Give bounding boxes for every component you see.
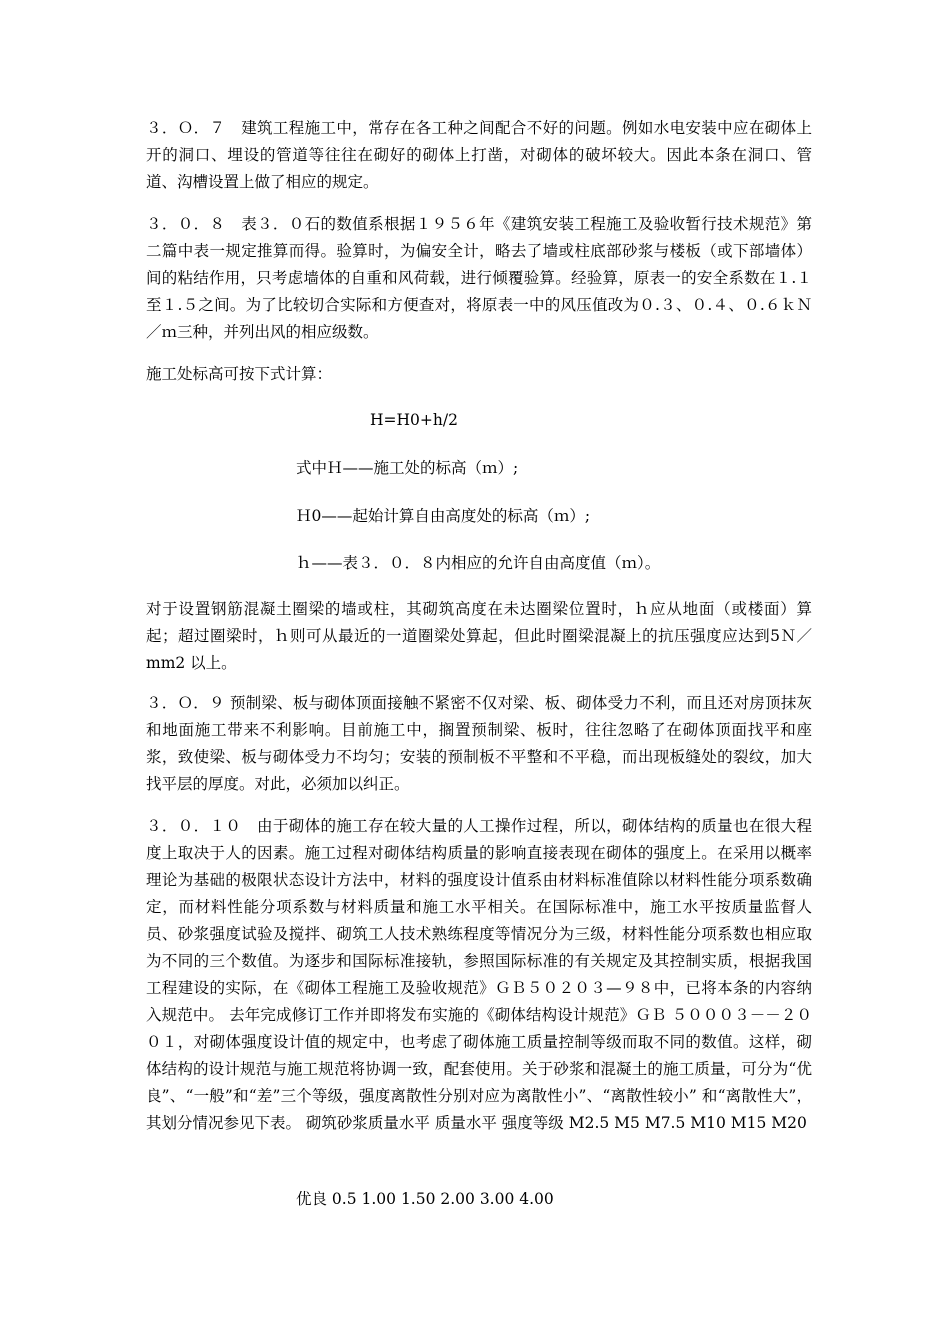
paragraph-3-0-7: ３．Ｏ．７ 建筑工程施工中，常存在各工种之间配合不好的问题。例如水电安装中应在砌体上开的洞口、埋设的管道等往往在砌好的砌体上打凿，对砌体的破坏较大。因此本条在洞口、管道、沟槽设置上做了相应的规定。 [146,119,812,191]
paragraph-3-0-10: ３．０．１０ 由于砌体的施工存在较大量的人工操作过程，所以，砌体结构的质量也在很大程度上取决于人的因素。施工过程对砌体结构质量的影响直接表现在砌体的强度上。在采用以概率理论为基础的极限状态设计方法中，材料的强度设计值系由材料标准值除以材料性能分项系数确定，而材料性能分项系数与材料质量和施工水平相关。在国际标准中，施工水平按质量监督人员、砂浆强度试验及搅拌、砌筑工人技术熟练程度等情况分为三级，材料性能分项系数也相应取为不同的三个数值。为逐步和国际标准接轨，参照国际标准的有关规定及其控制实质，根据我国工程建设的实际，在《砌体工程施工及验收规范》ＧＢ５０２０３—９８中，已将本条的内容纳入规范中。 去年完成修订工作并即将发布实施的《砌体结构设计规范》ＧＢ ５０００３－－２００１，对砌体强度设计值的规定中，也考虑了砌体施工质量控制等级而取不同的数值。这样，砌体结构的设计规范与施工规范将协调一致，配套使用。关于砂浆和混凝土的施工质量，可分为“优良”、“一般”和“差”三个等级，强度离散性分别对应为离散性小”、“离散性较小” 和“离散性大”，其划分情况参见下表。 砌筑砂浆质量水平 质量水平 强度等级 M2.5 M5 M7.5 M10 M15 M20 [146,817,812,1132]
paragraph-3-0-9: ３．Ｏ．９ 预制梁、板与砌体顶面接触不紧密不仅对梁、板、砌体受力不利，而且还对房顶抹灰和地面施工带来不利影响。目前施工中，搁置预制梁、板时，往往忽略了在砌体顶面找平和座浆，致使梁、板与砌体受力不均匀；安装的预制板不平整和不平稳，而出现板缝处的裂纹，加大找平层的厚度。对此，必须加以纠正。 [146,694,812,793]
formula-definition-h0: Ｈ0——起始计算自由高度处的标高（ｍ）; [296,507,591,525]
table-row-excellent: 优良 0.5 1.00 1.50 2.00 3.00 4.00 [296,1190,554,1208]
paragraph-ring-beam: 对于设置钢筋混凝土圈梁的墙或柱，其砌筑高度在未达圈梁位置时，ｈ应从地面（或楼面）算起；超过圈梁时，ｈ则可从最近的一道圈梁处算起，但此时圈梁混凝上的抗压强度应达到5Ｎ／mm2 以上。 [146,600,812,672]
calculation-intro: 施工处标高可按下式计算： [146,365,333,383]
formula-definition-small-h: ｈ——表３．０．８内相应的允许自由高度值（ｍ）。 [296,554,661,572]
paragraph-3-0-8: ３．０．８ 表３．０石的数值系根据１９５６年《建筑安装工程施工及验收暂行技术规范》第二篇中表一规定推算而得。验算时，为偏安全计，略去了墙或柱底部砂浆与楼板（或下部墙体）间的粘结作用，只考虑墙体的自重和风荷载，进行倾覆验算。经验算，原表一的安全系数在１.１至１.５之间。为了比较切合实际和方便查对，将原表一中的风压值改为０.３、０.４、０.６ｋＮ／ｍ三种，并列出风的相应级数。 [146,215,812,341]
formula-definition-h: 式中Ｈ——施工处的标高（ｍ）; [296,459,519,477]
formula: H=H0+h/2 [370,411,458,429]
